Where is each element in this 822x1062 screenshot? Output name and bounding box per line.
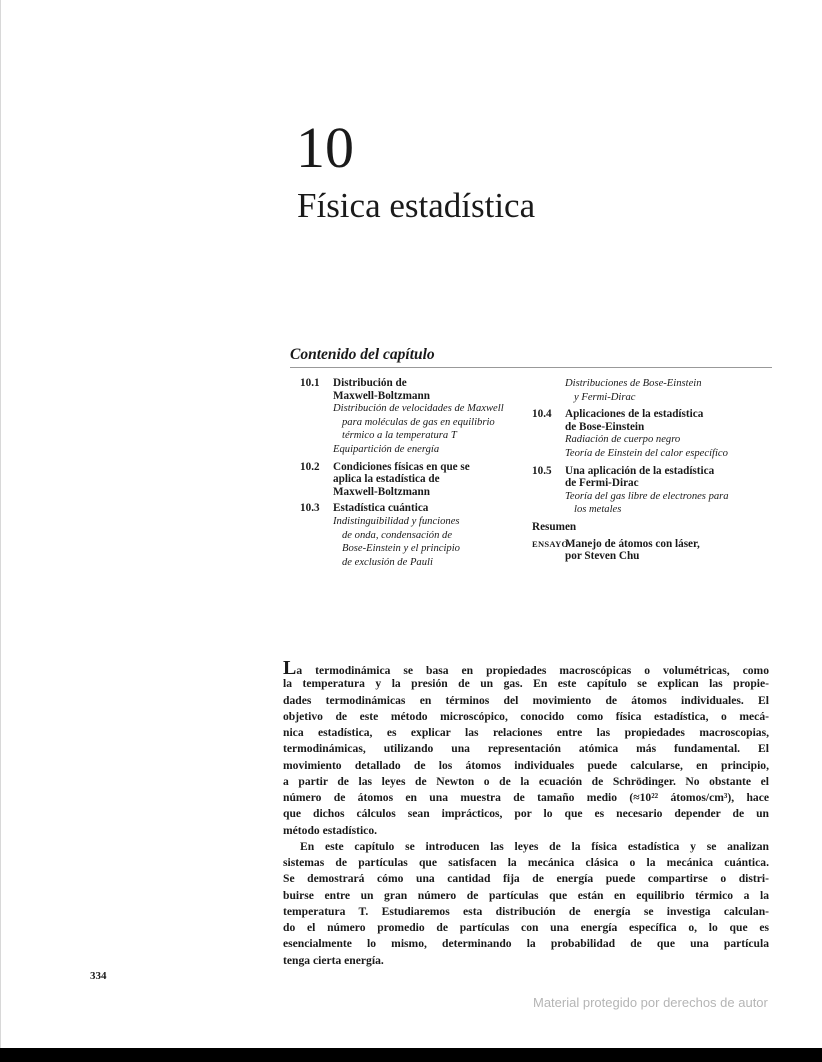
toc-entry-line [532, 421, 772, 434]
toc-subsection-title: Radiación de cuerpo negro [565, 434, 681, 446]
page-edge [0, 0, 1, 1048]
toc-summary-label: Resumen [532, 520, 577, 533]
toc-subsection-title: los metales [574, 504, 622, 516]
paragraph-2-line: tenga cierta energía. [283, 953, 384, 967]
paragraph-2-line: esencialmente lo mismo, determinando la probabilidad de que una partícula [283, 937, 769, 951]
toc-entry-line [532, 465, 772, 478]
toc-subentry-line [532, 447, 772, 461]
toc-entry-line [532, 408, 772, 421]
toc-subsection-title: para moléculas de gas en equilibrio [342, 416, 495, 428]
page-number: 334 [90, 970, 107, 982]
toc-divider [290, 367, 772, 368]
copyright-watermark: Material protegido por derechos de autor [533, 995, 768, 1010]
toc-section-number: 10.3 [300, 502, 320, 515]
line-text: que dichos cálculos sean imprácticos, por lo que es necesario depender de un [283, 807, 769, 821]
toc-section-title: de Fermi-Dirac [565, 477, 639, 490]
toc-subentry-line [532, 503, 772, 517]
paragraph-1-line [283, 693, 769, 709]
toc-subentry-line [300, 443, 520, 457]
paragraph-1-line [283, 709, 769, 725]
toc-entry-line [300, 473, 520, 486]
toc-essay-title: Manejo de átomos con láser, [565, 537, 700, 550]
toc-subsection-title: de onda, condensación de [342, 529, 453, 541]
toc-essay-label: ENSAYO [532, 538, 569, 549]
toc-section-title: Condiciones físicas en que se [333, 460, 470, 473]
toc-entry-line [300, 377, 520, 390]
toc-subentry-line [300, 556, 520, 570]
paragraph-1-line [283, 725, 769, 741]
paragraph-1-line [283, 806, 769, 822]
toc-section-number: 10.1 [300, 377, 320, 389]
toc-subsection-title: y Fermi-Dirac [574, 391, 636, 403]
line-text: termodinámicas, utilizando una representación atómica más fundamental. El [283, 742, 769, 756]
toc-subentry-line [300, 542, 520, 556]
toc-subsection-title: Teoría de Einstein del calor específico [565, 447, 728, 459]
toc-essay-title: por Steven Chu [565, 550, 640, 563]
toc-subsection-title: Distribuciones de Bose-Einstein [565, 378, 702, 389]
paragraph-2-line: sistemas de partículas que satisfacen la mecánica clásica o la mecánica cuántica. [283, 856, 769, 869]
toc-section-number: 10.4 [532, 408, 552, 421]
toc-subentry-line [532, 433, 772, 447]
paragraph-2-line: temperatura T. Estudiaremos esta distribución de energía se investiga calculan- [283, 904, 769, 918]
paragraph-2-line: Se demostrará cómo una cantidad fija de energía puede compartirse o distri- [283, 872, 769, 886]
toc-subsection-title: Distribución de velocidades de Maxwell [333, 403, 504, 415]
toc-entry-line [300, 486, 520, 499]
toc-subentry-line [532, 391, 772, 405]
toc-subsection-title: Indistinguibilidad y funciones [333, 515, 460, 527]
line-text: movimiento detallado de los átomos individuales puede calcularse, en principio, [283, 758, 769, 772]
toc-section-title: Maxwell-Boltzmann [333, 389, 430, 402]
paragraph-1-line [283, 758, 769, 774]
chapter-number: 10 [296, 115, 354, 180]
toc-right-column [532, 377, 772, 563]
toc-subsection-title: térmico a la temperatura T [342, 430, 457, 442]
paragraph-1-line [283, 774, 769, 790]
toc-section-title: de Bose-Einstein [565, 420, 645, 433]
toc-section-title: Una aplicación de la estadística [565, 464, 715, 477]
toc-entry-line [300, 502, 520, 515]
toc-subentry-line [300, 529, 520, 543]
toc-subentry-line [300, 416, 520, 430]
toc-summary [532, 521, 772, 534]
toc-subsection-title: Bose-Einstein y el principio [342, 543, 460, 555]
bottom-bar [0, 1048, 822, 1062]
toc-subentry-line [532, 490, 772, 504]
toc-essay-line [532, 550, 772, 563]
paragraph-1-line [283, 741, 769, 757]
toc-subentry-line [300, 515, 520, 529]
chapter-intro-text [283, 657, 769, 969]
toc-essay-line [532, 538, 772, 551]
paragraph-1-line [283, 676, 769, 692]
toc-subsection-title: de exclusión de Pauli [342, 556, 433, 568]
line-text: a partir de las leyes de Newton o de la ecuación de Schrödinger. No obstante el [283, 774, 769, 788]
toc-subsection-title: Teoría del gas libre de electrones para [565, 490, 729, 502]
paragraph-1-line [283, 790, 769, 806]
line-text: nica estadística, es explicar las relaciones entre las propiedades macroscopias, [283, 726, 769, 739]
paragraph-2-line: En este capítulo se introducen las leyes de la física estadística y se analizan [300, 839, 769, 853]
toc-section-title: Aplicaciones de la estadística [565, 408, 704, 421]
paragraph-1-line [283, 657, 769, 679]
line-text: a termodinámica se basa en propiedades macroscópicas o volumétricas, como [296, 664, 769, 677]
toc-entry-line [532, 477, 772, 490]
toc-entry-line [300, 461, 520, 474]
line-text: dades termodinámicas en términos del movimiento de átomos individuales. El [283, 693, 769, 707]
line-text: la temperatura y la presión de un gas. En este capítulo se explican las propie- [283, 677, 769, 691]
drop-cap: L [283, 657, 297, 679]
paragraph-2-line: buirse entre un gran número de partículas que están en equilibrio térmico a la [283, 888, 769, 902]
toc-section-title: Distribución de [333, 377, 407, 389]
toc-left-column [300, 377, 520, 573]
line-text: objetivo de este método microscópico, conocido como física estadística, o mecá- [283, 709, 769, 723]
toc-entry-line [300, 390, 520, 403]
toc-subsection-title: Equipartición de energía [333, 443, 440, 455]
toc-section-number: 10.5 [532, 464, 552, 477]
paragraph-2-line: do el número promedio de partículas con una energía específica o, lo que es [283, 921, 769, 934]
toc-section-title: Maxwell-Boltzmann [333, 485, 430, 498]
toc-heading: Contenido del capítulo [290, 346, 435, 363]
toc-subentry-line [532, 377, 772, 391]
toc-section-title: aplica la estadística de [333, 473, 440, 486]
toc-section-title: Estadística cuántica [333, 502, 429, 515]
line-text: número de átomos en una muestra de tamaño medio (≈10²² átomos/cm³), hace [283, 791, 769, 804]
line-text: método estadístico. [283, 823, 378, 837]
chapter-title: Física estadística [297, 186, 536, 225]
paragraph-1-line [283, 823, 769, 839]
toc-subentry-line [300, 429, 520, 443]
toc-subentry-line [300, 402, 520, 416]
toc-section-number: 10.2 [300, 460, 320, 473]
